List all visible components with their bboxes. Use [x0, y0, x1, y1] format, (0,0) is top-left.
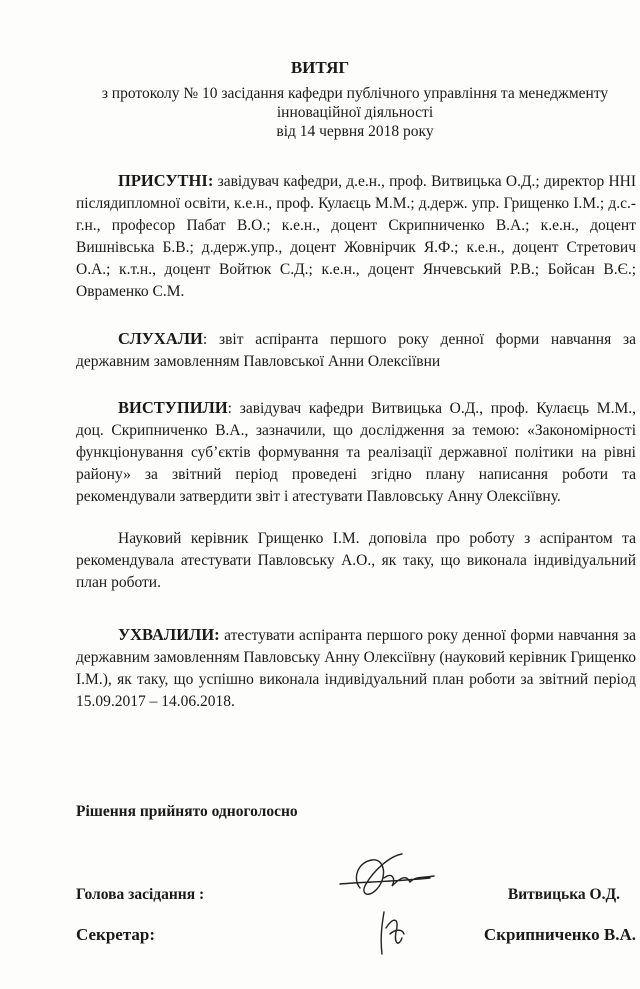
heard-text: : звіт аспіранта першого року денної форми навчання за державним замовленням Павловської Анни Олексіївни [76, 331, 636, 370]
present-text: завідувач кафедри, д.е.н., проф. Витвицька О.Д.; директор ННІ післядипломної освіти, к.е.н., проф. Кулаєць М.М.; д.держ. упр. Грищенко І.М.; д.с.-г.н., професор Пабат В.О.; к.е.н., доцент Скрипниченко В.А.; к.е.н., доцент Вишнівська Б.В.; д.держ.упр., доцент Жовнірчик Я.Ф.; к.е.н., доцент Стретович О.А.; к.т.н., доцент Войтюк С.Д.; к.е.н., доцент Янчевський Р.В.; Бойсан В.Є.; Овраменко С.М. [76, 173, 637, 300]
heard-label: СЛУХАЛИ [118, 329, 203, 348]
present-paragraph [76, 170, 636, 303]
supervisor-text: Науковий керівник Грищенко І.М. доповіла про роботу з аспірантом та рекомендувала атестувати Павловську А.О., як таку, що виконала індивідуальний план роботи. [76, 530, 636, 591]
chair-signature-icon [330, 848, 440, 908]
spoke-text: : завідувач кафедри Витвицька О.Д., проф. Кулаєць М.М., доц. Скрипниченко В.А., зазначили, що дослідження за темою: «Закономірності функціонування суб’єктів формування та реалізації державної політики на рівні району» за звітний період проведені згідно плану написання роботи та рекомендували затвердити звіт і атестувати Павловську Анну Олексіївну. [76, 400, 636, 505]
subtitle-line-3: від 14 червня 2018 року [276, 123, 434, 140]
secretary-signature-icon [372, 908, 412, 958]
spoke-paragraph [76, 397, 636, 508]
spoke-label: ВИСТУПИЛИ [118, 398, 228, 417]
resolved-paragraph [76, 624, 636, 713]
supervisor-paragraph [76, 528, 636, 594]
chair-name: Витвицька О.Д. [507, 886, 620, 903]
secretary-label: Секретар: [76, 925, 155, 944]
heard-paragraph [76, 328, 636, 373]
chair-label: Голова засідання : [76, 886, 205, 903]
subtitle-line-2: інноваційної діяльності [276, 104, 434, 121]
document-subtitle [70, 84, 640, 141]
subtitle-line-1: з протоколу № 10 засідання кафедри публічного управління та менеджменту [101, 85, 609, 102]
resolved-text: атестувати аспіранта першого року денної форми навчання за державним замовленням Павловську Анну Олексіївну (науковий керівник Грищенко І.М.), як таку, що успішно виконала індивідуальний план роботи за звітний період 15.09.2017 – 14.06.2018. [76, 627, 637, 710]
present-label: ПРИСУТНІ: [118, 171, 214, 190]
document-title: ВИТЯГ [290, 58, 350, 77]
decision-text: Рішення прийнято одноголосно [76, 803, 298, 820]
secretary-name: Скрипниченко В.А. [483, 925, 636, 944]
resolved-label: УХВАЛИЛИ: [118, 625, 220, 644]
